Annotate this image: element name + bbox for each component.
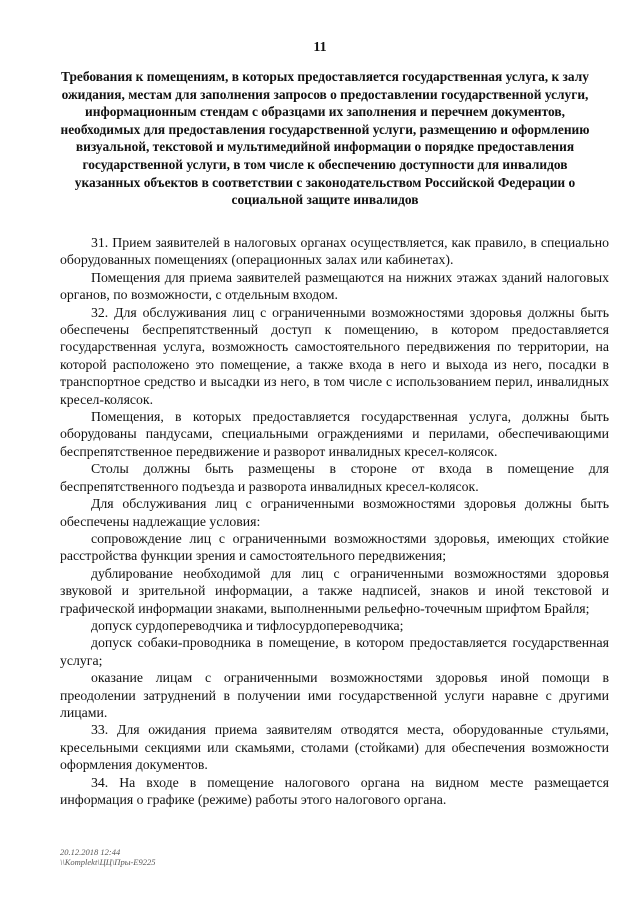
page-number: 11: [313, 40, 327, 55]
paragraph: допуск сурдопереводчика и тифлосурдопереводчика;: [91, 617, 404, 633]
section-heading: Требования к помещениям, в которых предоставляется государственная услуга, к залу ожидания, местам для заполнения запросов о предоставлении государственной услуги, информационным стендам с образцами их заполнения и перечнем документов, необходимых для предоставления государственной услуги, размещению и оформлению визуальной, текстовой и мультимедийной информации о порядке предоставления государственной услуги, в том числе к обеспечению доступности для инвалидов указанных объектов в соответствии с законодательством Российской Федерации о социальной защите инвалидов: [60, 69, 590, 208]
paragraph: Помещения для приема заявителей размещаются на нижних этажах зданий налоговых органов, по возможности, с отдельным входом.: [60, 269, 609, 303]
footer-path: \\Komplekt\ЦЦ\Пры-Е9225: [60, 857, 156, 867]
paragraph: 31. Прием заявителей в налоговых органах осуществляется, как правило, в специально оборудованных помещениях (операционных залах или кабинетах).: [60, 235, 609, 268]
footer-date: 20.12.2018 12:44: [60, 847, 121, 857]
paragraph: Помещения, в которых предоставляется государственная услуга, должны быть оборудованы пандусами, специальными ограждениями и перилами, обеспечивающими беспрепятственное передвижение и разворот инвалидных кресел-колясок.: [60, 409, 609, 459]
paragraph: 34. На входе в помещение налогового органа на видном месте размещается информация о графике (режиме) работы этого налогового органа.: [60, 774, 609, 807]
page-footer: [60, 847, 155, 867]
paragraph: Для обслуживания лиц с ограниченными возможностями здоровья должны быть обеспечены надлежащие условия:: [60, 496, 609, 529]
paragraph: сопровождение лиц с ограниченными возможностями здоровья, имеющих стойкие расстройства функции зрения и самостоятельного передвижения;: [60, 530, 609, 564]
document-body: [60, 234, 609, 808]
paragraph: оказание лицам с ограниченными возможностями здоровья иной помощи в преодолении затруднений в получении ими государственной услуги наравне с другими лицами.: [60, 670, 609, 720]
paragraph: 33. Для ожидания приема заявителям отводятся места, оборудованные стульями, кресельными секциями или скамьями, столами (стойками) для обеспечения возможности оформления документов.: [60, 722, 609, 773]
paragraph: дублирование необходимой для лиц с ограниченными возможностями здоровья звуковой и зрительной информации, а также надписей, знаков и иной текстовой и графической информации знаками, выполненными рельефно-точечным шрифтом Брайля;: [60, 565, 609, 616]
paragraph: допуск собаки-проводника в помещение, в котором предоставляется государственная услуга;: [60, 635, 609, 668]
paragraph: Столы должны быть размещены в стороне от входа в помещение для беспрепятственного подъезда и разворота инвалидных кресел-колясок.: [60, 461, 609, 494]
paragraph: 32. Для обслуживания лиц с ограниченными возможностями здоровья должны быть обеспечены беспрепятственный доступ к помещению, в котором предоставляется государственная услуга, возможность самостоятельного передвижения по территории, на которой расположено это помещение, а также входа в него и выхода из него, посадки в транспортное средство и высадки из него, в том числе с использованием перил, инвалидных кресел-колясок.: [60, 304, 609, 407]
